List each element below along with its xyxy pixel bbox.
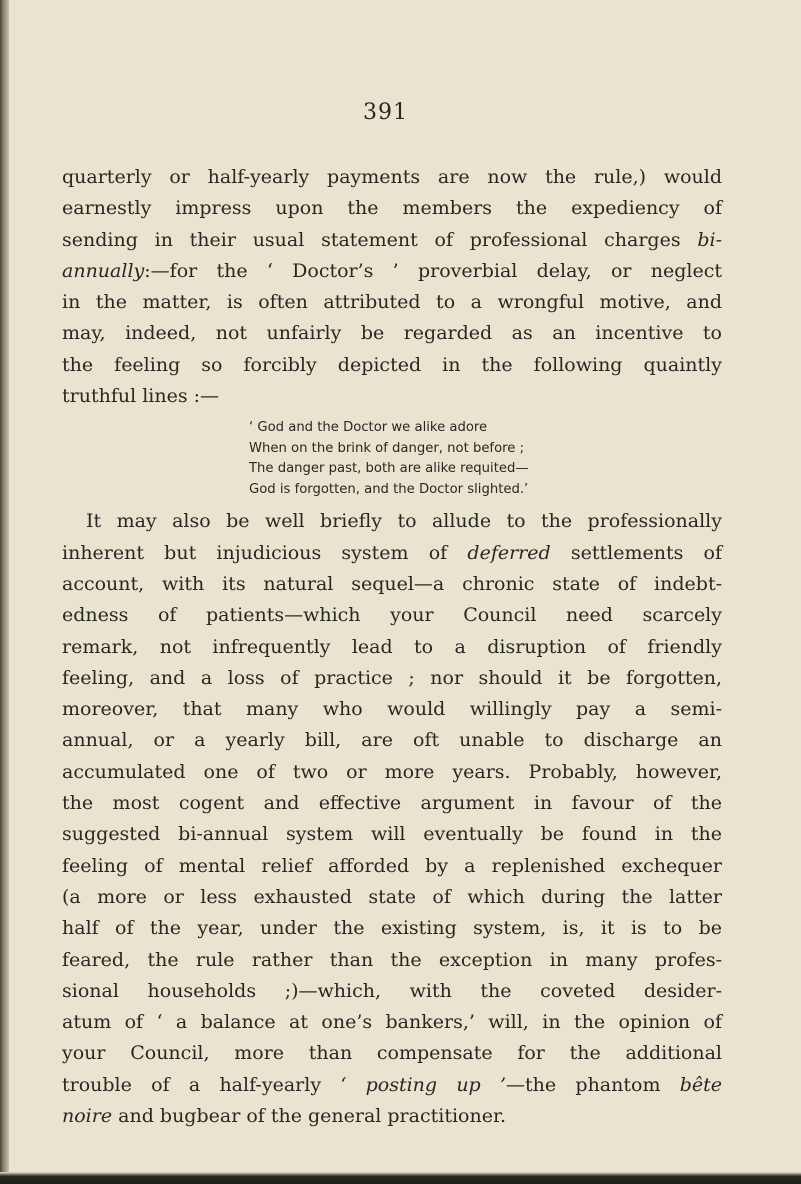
text-line: moreover, that many who would willingly pay a semi- bbox=[62, 698, 722, 721]
text-line: accumulated one of two or more years. Probably, however, bbox=[62, 760, 722, 783]
italic-word: bête bbox=[679, 1073, 723, 1096]
text-line: edness of patients—which your Council need scarcely bbox=[62, 604, 722, 627]
text-segment: :—for the ‘ Doctor’s ’ proverbial delay, or neglect bbox=[144, 259, 722, 282]
text-line: in the matter, is often attributed to a wrongful motive, and bbox=[62, 291, 722, 314]
text-line: quarterly or half-yearly payments are now the rule,) would bbox=[62, 166, 722, 188]
text-line bbox=[62, 256, 722, 287]
italic-phrase: ‘ posting up ’ bbox=[340, 1073, 507, 1096]
text-line: (a more or less exhausted state of which during the latter bbox=[62, 885, 722, 908]
book-spine-edge bbox=[0, 0, 9, 1184]
text-line: atum of ‘ a balance at one’s bankers,’ will, in the opinion of bbox=[62, 1011, 722, 1034]
text-line: your Council, more than compensate for the additional bbox=[62, 1042, 722, 1065]
text-line: may, indeed, not unfairly be regarded as an incentive to bbox=[62, 322, 722, 345]
italic-word: annually bbox=[62, 259, 145, 282]
text-segment: settlements of bbox=[550, 541, 722, 564]
italic-word: noire bbox=[62, 1105, 113, 1128]
text-line: annual, or a yearly bill, are oft unable to discharge an bbox=[62, 729, 722, 752]
verse-line: God is forgotten, and the Doctor slighted.’ bbox=[249, 481, 529, 497]
text-line: feeling, and a loss of practice ; nor should it be forgotten, bbox=[62, 666, 722, 689]
page-body bbox=[62, 162, 722, 1132]
paragraph-2 bbox=[62, 506, 722, 1132]
text-line bbox=[62, 538, 722, 569]
text-line: the most cogent and effective argument in favour of the bbox=[62, 792, 722, 815]
text-segment: —the phantom bbox=[506, 1073, 680, 1096]
text-line bbox=[62, 1070, 722, 1101]
text-line bbox=[62, 1101, 722, 1132]
text-line: suggested bi-annual system will eventually be found in the bbox=[62, 823, 722, 846]
text-segment: and bugbear of the general practitioner. bbox=[112, 1105, 506, 1128]
text-segment: trouble of a half-yearly bbox=[62, 1073, 341, 1096]
text-line: feared, the rule rather than the exception in many profes- bbox=[62, 948, 722, 971]
italic-word: bi- bbox=[697, 228, 722, 251]
page-number: 391 bbox=[363, 100, 408, 125]
text-line: truthful lines :— bbox=[62, 385, 220, 408]
text-line: half of the year, under the existing system, is, it is to be bbox=[62, 917, 722, 940]
paragraph-1 bbox=[62, 162, 722, 412]
text-line: the feeling so forcibly depicted in the following quaintly bbox=[62, 353, 722, 376]
text-segment: inherent but injudicious system of bbox=[62, 541, 468, 564]
text-segment: sending in their usual statement of professional charges bbox=[62, 228, 698, 251]
text-line: sional households ;)—which, with the coveted desider- bbox=[62, 979, 722, 1002]
verse-line: When on the brink of danger, not before ; bbox=[249, 440, 525, 456]
text-line: It may also be well briefly to allude to the professionally bbox=[86, 510, 722, 533]
text-line: feeling of mental relief afforded by a replenished exchequer bbox=[62, 854, 722, 877]
verse-line: ‘ God and the Doctor we alike adore bbox=[249, 420, 488, 436]
text-line: remark, not infrequently lead to a disruption of friendly bbox=[62, 635, 722, 658]
text-line: account, with its natural sequel—a chronic state of indebt- bbox=[62, 572, 722, 595]
quoted-verse bbox=[249, 418, 722, 500]
text-line: earnestly impress upon the members the expediency of bbox=[62, 197, 722, 220]
page-bottom-edge bbox=[0, 1172, 801, 1184]
text-line bbox=[62, 225, 722, 256]
italic-word: deferred bbox=[467, 541, 551, 564]
verse-line: The danger past, both are alike requited— bbox=[249, 461, 529, 477]
